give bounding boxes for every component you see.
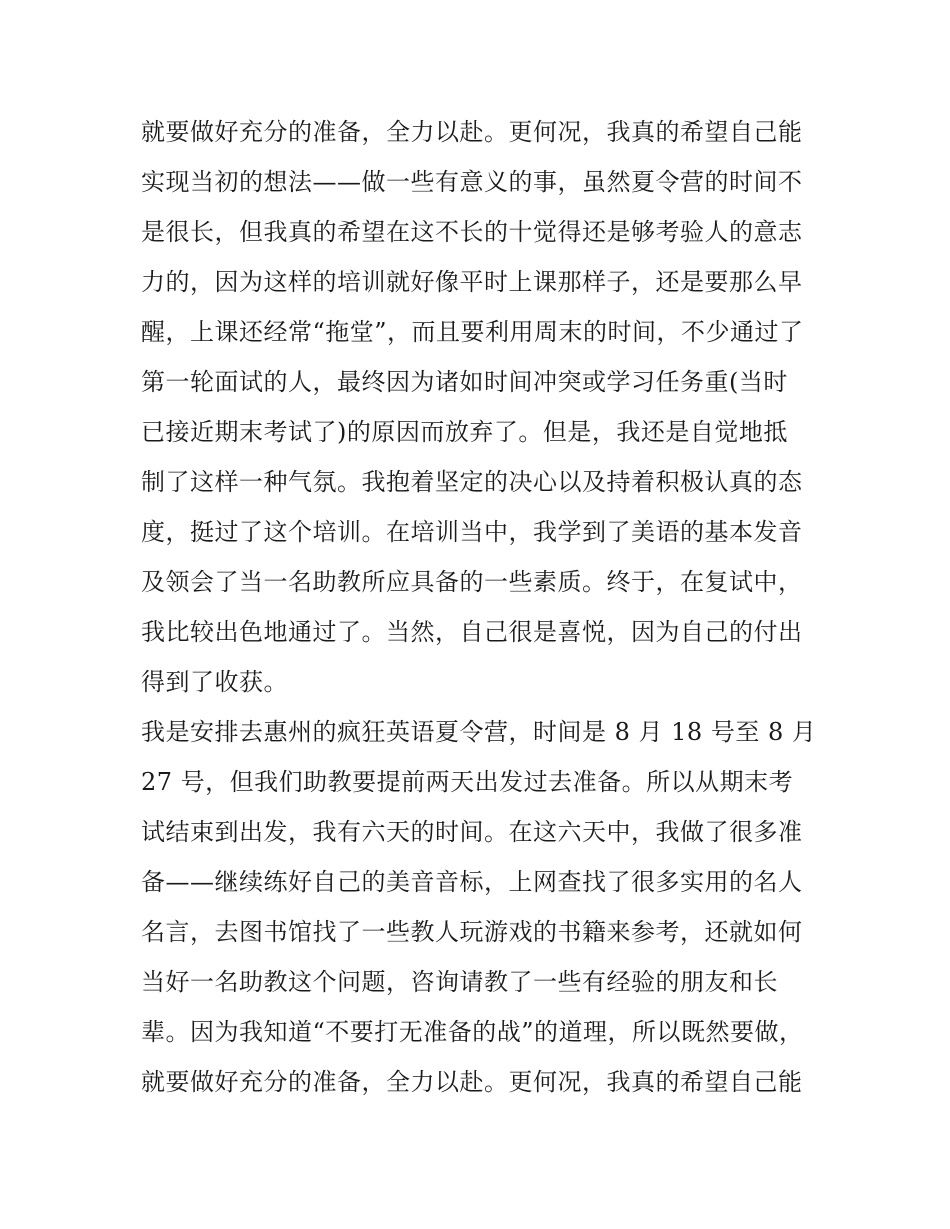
text-line: 及领会了当一名助教所应具备的一些素质。终于，在复试中， <box>141 568 803 596</box>
text-line: 得到了收获。 <box>141 668 288 696</box>
text-line: 度，挺过了这个培训。在培训当中，我学到了美语的基本发音 <box>141 518 803 546</box>
text-line: 就要做好充分的准备，全力以赴。更何况，我真的希望自己能 <box>141 1068 803 1096</box>
text-line: 力的，因为这样的培训就好像平时上课那样子，还是要那么早 <box>141 268 803 296</box>
text-line: 27 号，但我们助教要提前两天出发过去准备。所以从期末考 <box>141 768 794 796</box>
text-line: 试结束到出发，我有六天的时间。在这六天中，我做了很多准 <box>141 818 803 846</box>
text-line: 名言，去图书馆找了一些教人玩游戏的书籍来参考，还就如何 <box>141 918 803 946</box>
text-line: 备——继续练好自己的美音音标，上网查找了很多实用的名人 <box>141 868 803 896</box>
body-text <box>141 107 821 1107</box>
text-line: 第一轮面试的人，最终因为诸如时间冲突或学习任务重(当时 <box>141 368 788 396</box>
text-line: 制了这样一种气氛。我抱着坚定的决心以及持着积极认真的态 <box>141 468 803 496</box>
text-line: 醒，上课还经常“拖堂”，而且要利用周末的时间，不少通过了 <box>141 318 804 346</box>
text-line: 当好一名助教这个问题，咨询请教了一些有经验的朋友和长 <box>141 968 778 996</box>
text-line: 已接近期末考试了)的原因而放弃了。但是，我还是自觉地抵 <box>141 418 788 446</box>
text-line: 是很长，但我真的希望在这不长的十觉得还是够考验人的意志 <box>141 218 803 246</box>
text-line: 实现当初的想法——做一些有意义的事，虽然夏令营的时间不 <box>141 168 803 196</box>
text-line: 我是安排去惠州的疯狂英语夏令营，时间是 8 月 18 号至 8 月 <box>141 718 817 746</box>
text-line: 就要做好充分的准备，全力以赴。更何况，我真的希望自己能 <box>141 118 803 146</box>
text-line: 我比较出色地通过了。当然，自己很是喜悦，因为自己的付出 <box>141 618 803 646</box>
text-line: 辈。因为我知道“不要打无准备的战”的道理，所以既然要做， <box>141 1018 804 1046</box>
